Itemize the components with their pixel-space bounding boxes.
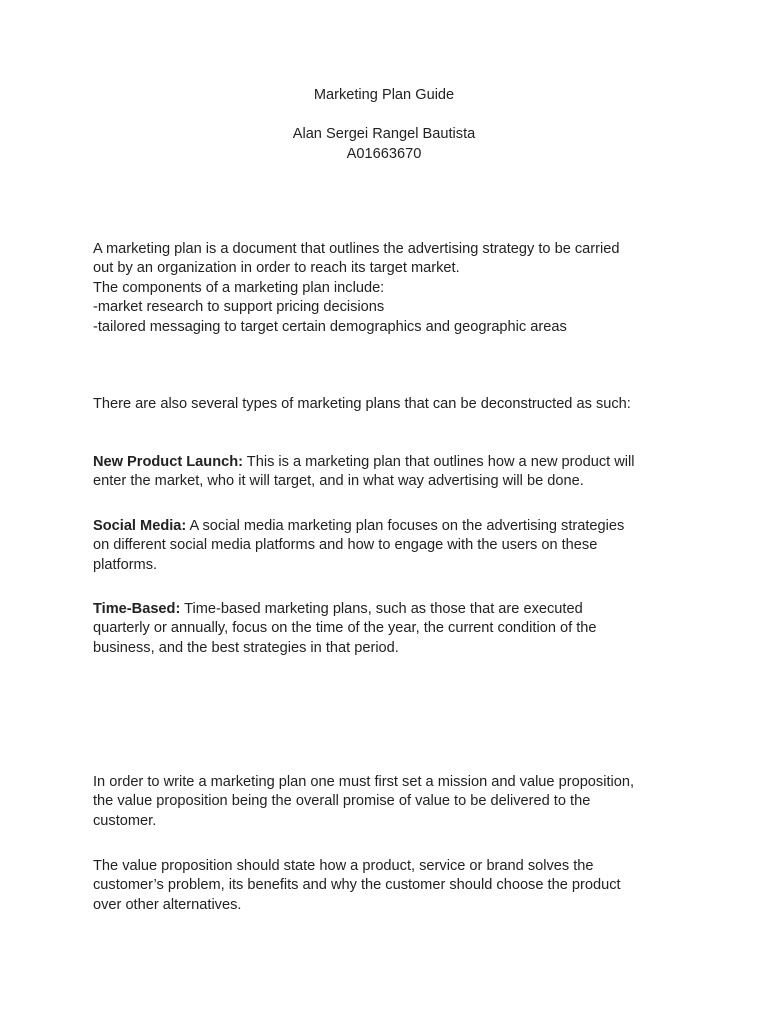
author-name: Alan Sergei Rangel Bautista xyxy=(292,126,476,142)
type-description-line: quarterly or annually, focus on the time of the year, the current condition of the xyxy=(93,620,597,637)
document-title: Marketing Plan Guide xyxy=(313,87,455,103)
value-prop-line: over other alternatives. xyxy=(93,896,242,913)
type-description: A social media marketing plan focuses on the advertising strategies xyxy=(186,518,625,534)
mission-line: the value proposition being the overall promise of value to be delivered to the xyxy=(93,793,591,810)
type-social-media xyxy=(93,517,693,575)
type-first-line xyxy=(93,453,693,472)
intro-list-item: -tailored messaging to target certain demographics and geographic areas xyxy=(93,318,567,335)
type-first-line xyxy=(93,517,693,536)
intro-line: The components of a marketing plan include: xyxy=(93,279,385,296)
intro-paragraph xyxy=(93,240,693,337)
type-description-line: platforms. xyxy=(93,556,158,573)
type-term: New Product Launch: xyxy=(93,454,243,470)
type-description: Time-based marketing plans, such as those that are executed xyxy=(180,601,583,617)
type-term: Time-Based: xyxy=(93,601,181,617)
types-intro-paragraph xyxy=(93,395,693,414)
mission-paragraph xyxy=(93,773,693,831)
type-description-line: on different social media platforms and how to engage with the users on these xyxy=(93,537,598,554)
type-new-product-launch xyxy=(93,453,693,492)
intro-line: out by an organization in order to reach its target market. xyxy=(93,260,460,277)
mission-line: customer. xyxy=(93,812,157,829)
type-first-line xyxy=(93,600,693,619)
value-prop-line: customer’s problem, its benefits and why the customer should choose the product xyxy=(93,877,621,894)
intro-line: A marketing plan is a document that outlines the advertising strategy to be carried xyxy=(93,241,620,257)
mission-line: In order to write a marketing plan one must first set a mission and value proposition, xyxy=(93,774,635,790)
type-description: This is a marketing plan that outlines how a new product will xyxy=(243,454,635,470)
type-term: Social Media: xyxy=(93,518,187,534)
types-intro-line: There are also several types of marketing plans that can be deconstructed as such: xyxy=(93,396,631,412)
student-id: A01663670 xyxy=(346,146,422,162)
type-description-line: business, and the best strategies in that period. xyxy=(93,639,399,656)
type-description-line: enter the market, who it will target, and in what way advertising will be done. xyxy=(93,473,584,490)
type-time-based xyxy=(93,600,693,658)
intro-list-item: -market research to support pricing decisions xyxy=(93,299,385,316)
value-prop-line: The value proposition should state how a product, service or brand solves the xyxy=(93,858,594,874)
value-proposition-paragraph xyxy=(93,857,693,915)
